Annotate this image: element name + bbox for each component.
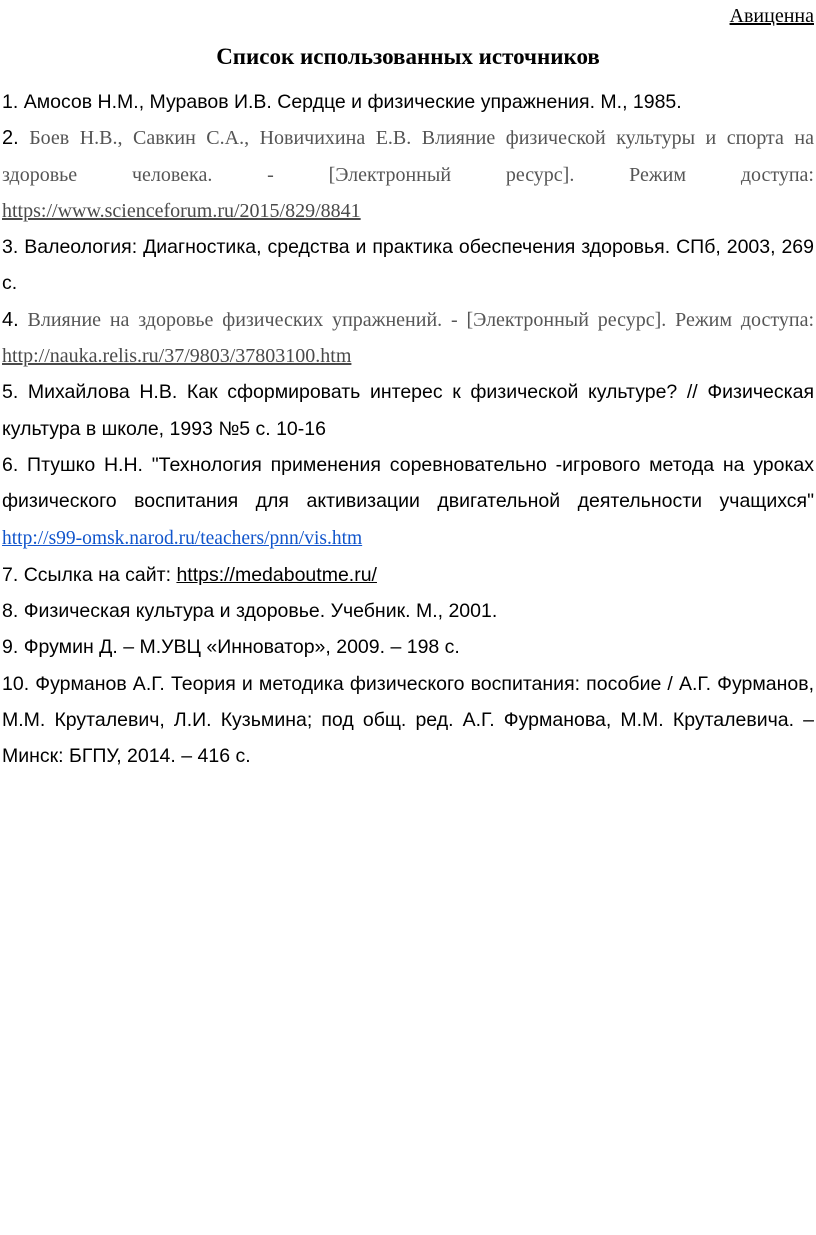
- reference-item-4: [2, 302, 814, 375]
- reference-text: Боев Н.В., Савкин С.А., Новичихина Е.В. Влияние физической культуры и спорта на здоровье человека. - [Электронный ресурс]. Режим доступа:: [2, 127, 814, 186]
- reference-number: 4.: [2, 308, 19, 331]
- reference-number: 1.: [2, 91, 19, 113]
- page-title: Список использованных источников: [216, 44, 600, 69]
- reference-link[interactable]: https://www.scienceforum.ru/2015/829/8841: [2, 199, 361, 222]
- reference-item-8: [2, 593, 814, 629]
- reference-item-2: [2, 120, 814, 229]
- reference-item-9: [2, 629, 814, 665]
- reference-item-5: [2, 374, 814, 447]
- reference-text: Птушко Н.Н. "Технология применения соревновательно -игрового метода на уроках физического воспитания для активизации двигательной деятельности учащихся": [2, 453, 814, 513]
- reference-text: Влияние на здоровье физических упражнений. - [Электронный ресурс]. Режим доступа:: [27, 308, 814, 331]
- reference-number: 9.: [2, 636, 19, 659]
- reference-item-3: [2, 229, 814, 302]
- reference-number: 3.: [2, 236, 19, 259]
- reference-number: 10.: [2, 672, 30, 695]
- reference-item-6: [2, 447, 814, 557]
- reference-number: 6.: [2, 453, 19, 476]
- reference-number: 5.: [2, 381, 19, 404]
- reference-list: [2, 84, 814, 775]
- reference-item-10: [2, 666, 814, 775]
- reference-number: 2.: [2, 127, 19, 150]
- reference-link[interactable]: http://nauka.relis.ru/37/9803/37803100.htm: [2, 345, 352, 368]
- reference-item-7: [2, 557, 814, 593]
- reference-link[interactable]: http://s99-omsk.narod.ru/teachers/pnn/vis.htm: [2, 527, 363, 549]
- reference-text: Фрумин Д. – М.УВЦ «Инноватор», 2009. – 198 с.: [23, 636, 460, 659]
- reference-item-1: [2, 84, 814, 120]
- reference-text: Физическая культура и здоровье. Учебник. М., 2001.: [23, 600, 498, 623]
- reference-number: 8.: [2, 600, 19, 623]
- reference-number: 7.: [2, 563, 19, 586]
- reference-text: Амосов Н.М., Муравов И.В. Сердце и физические упражнения. М., 1985.: [23, 91, 682, 113]
- reference-link[interactable]: https://medaboutme.ru/: [176, 563, 377, 586]
- reference-text: Михайлова Н.В. Как сформировать интерес к физической культуре? // Физическая культура в школе, 1993 №5 с. 10-16: [2, 381, 814, 440]
- reference-text: Фурманов А.Г. Теория и методика физического воспитания: пособие / А.Г. Фурманов, М.М. Круталевич, Л.И. Кузьмина; под общ. ред. А.Г. Фурманова, М.М. Круталевича. – Минск: БГПУ, 2014. – 416 с.: [2, 672, 814, 768]
- reference-text: Ссылка на сайт:: [23, 563, 172, 586]
- reference-text: Валеология: Диагностика, средства и практика обеспечения здоровья. СПб, 2003, 269 с.: [2, 236, 814, 295]
- header-link[interactable]: Авиценна: [729, 5, 814, 27]
